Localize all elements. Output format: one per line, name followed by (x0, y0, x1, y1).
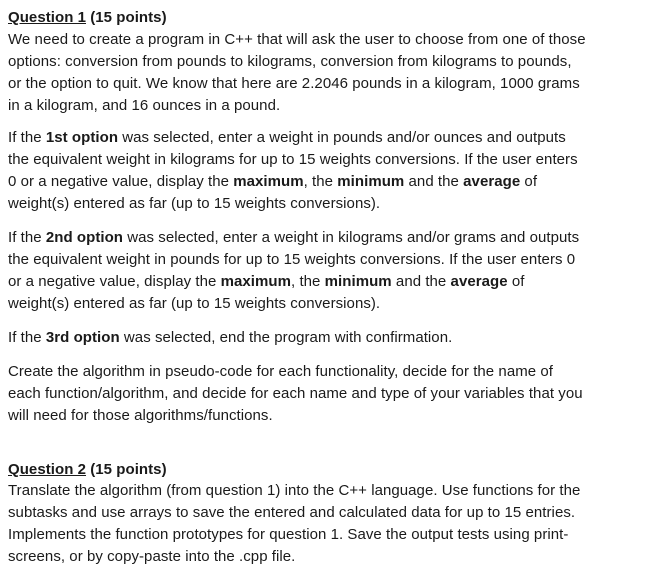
text-line: the equivalent weight in kilograms for up to 15 weights conversions. If the user enters (8, 151, 578, 168)
text-line (8, 271, 579, 293)
text-span: was selected, enter a weight in kilograms and/or grams and outputs (123, 229, 580, 246)
option-2-label: 2nd option (45, 229, 124, 246)
question-2-points: (15 points) (86, 461, 167, 478)
text-line (8, 327, 452, 349)
minimum-term: minimum (337, 173, 405, 190)
option-3-label: 3rd option (45, 329, 120, 346)
text-line: Create the algorithm in pseudo-code for each functionality, decide for the name of (8, 363, 553, 380)
minimum-term: minimum (324, 273, 392, 290)
text-line: or the option to quit. We know that here are 2.2046 pounds in a kilogram, 1000 grams (8, 75, 580, 92)
algorithm-paragraph (8, 361, 583, 427)
text-span: If the (8, 329, 46, 346)
text-line: Implements the function prototypes for question 1. Save the output tests using print- (8, 526, 569, 543)
option-3-paragraph (8, 327, 452, 349)
question-1-intro (8, 29, 586, 117)
question-1-label: Question 1 (8, 9, 87, 26)
text-line: each function/algorithm, and decide for each name and type of your variables that you (8, 385, 583, 402)
text-line: weight(s) entered as far (up to 15 weights conversions). (8, 295, 381, 312)
text-line (8, 171, 578, 193)
question-1-points: (15 points) (86, 9, 167, 26)
text-line: in a kilogram, and 16 ounces in a pound. (8, 97, 281, 114)
text-line (8, 227, 579, 249)
text-line: subtasks and use arrays to save the entered and calculated data for up to 15 entries. (8, 504, 576, 521)
text-span: or a negative value, display the (8, 273, 221, 290)
maximum-term: maximum (220, 273, 292, 290)
text-span: and the (391, 273, 451, 290)
text-span: and the (404, 173, 464, 190)
text-line: the equivalent weight in pounds for up to 15 weights conversions. If the user enters 0 (8, 251, 576, 268)
option-1-label: 1st option (45, 129, 119, 146)
text-line (8, 127, 578, 149)
text-span: 0 or a negative value, display the (8, 173, 234, 190)
question-2-label: Question 2 (8, 461, 87, 478)
text-line: We need to create a program in C++ that will ask the user to choose from one of those (8, 31, 586, 48)
average-term: average (450, 273, 508, 290)
text-span: If the (8, 129, 46, 146)
text-span: was selected, end the program with confirmation. (119, 329, 453, 346)
text-span: of (520, 173, 538, 190)
text-line: screens, or by copy-paste into the .cpp file. (8, 548, 296, 565)
text-line: options: conversion from pounds to kilograms, conversion from kilograms to pounds, (8, 53, 572, 70)
question-1-heading (8, 7, 167, 29)
question-2-heading (8, 459, 167, 481)
text-span: , the (291, 273, 325, 290)
option-1-paragraph (8, 127, 578, 215)
maximum-term: maximum (233, 173, 304, 190)
text-line: Translate the algorithm (from question 1) into the C++ language. Use functions for the (8, 482, 581, 499)
average-term: average (463, 173, 521, 190)
option-2-paragraph (8, 227, 579, 315)
text-line: weight(s) entered as far (up to 15 weights conversions). (8, 195, 381, 212)
text-span: If the (8, 229, 46, 246)
question-2-body (8, 480, 580, 568)
text-line: will need for those algorithms/functions. (8, 407, 273, 424)
text-span: of (507, 273, 525, 290)
text-span: , the (303, 173, 338, 190)
text-span: was selected, enter a weight in pounds and/or ounces and outputs (118, 129, 566, 146)
